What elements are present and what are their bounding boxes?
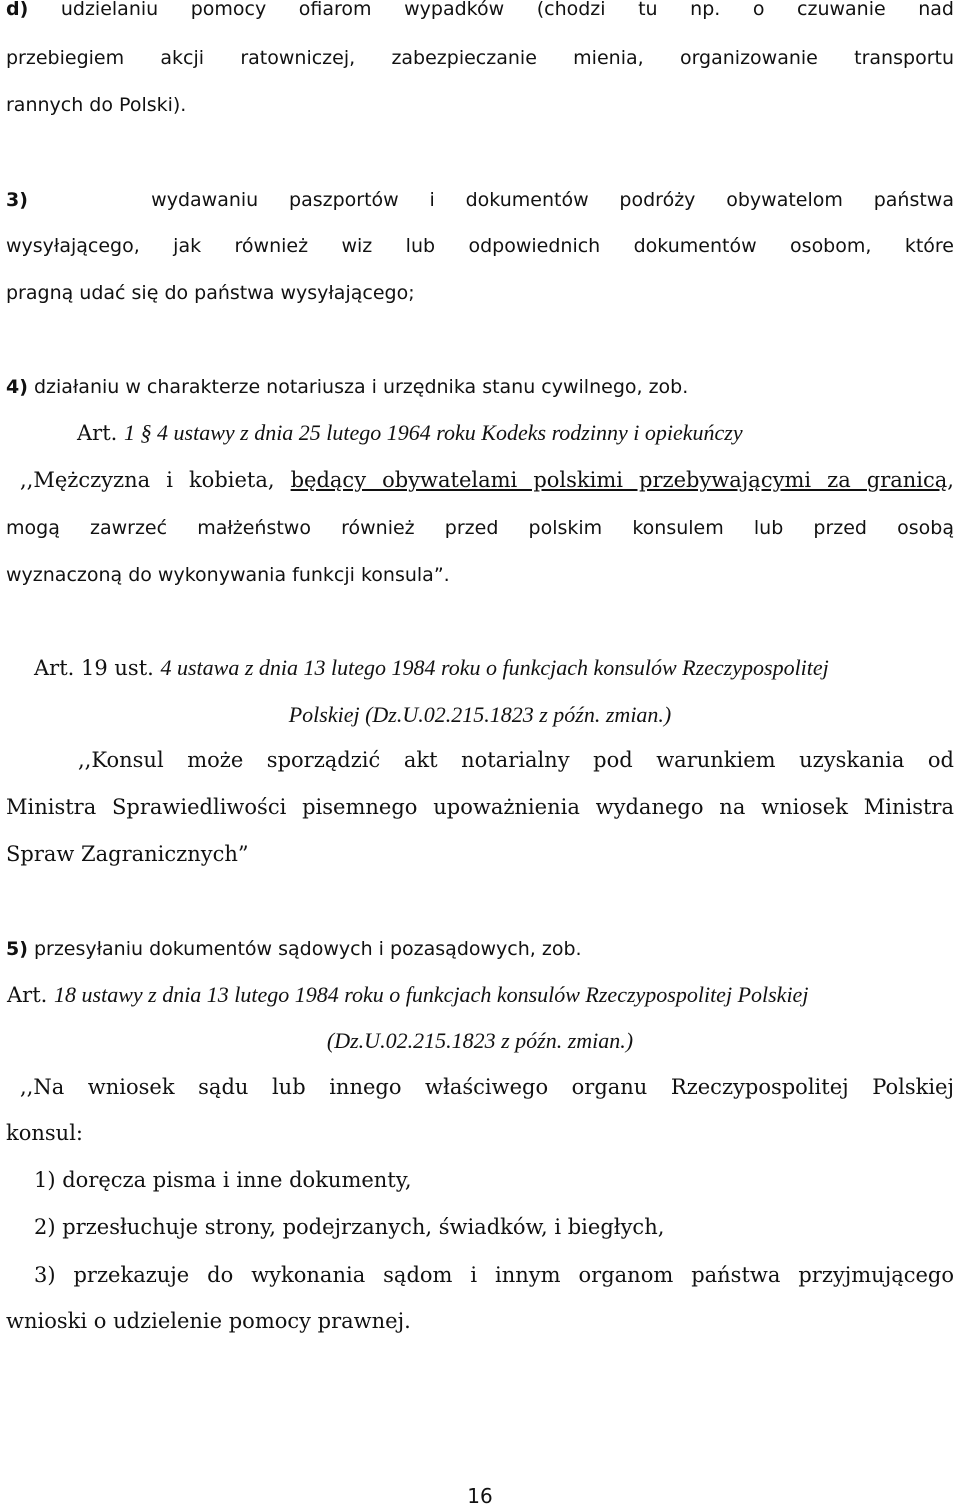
quote-3-list-item-2: 2) przesłuchuje strony, podejrzanych, świadków, i biegłych, <box>34 1215 665 1239</box>
citation-3-line-2: (Dz.U.02.215.1823 z późn. zmian.) <box>326 1028 634 1053</box>
citation-3-text-1: 18 ustawy z dnia 13 lutego 1984 roku o funkcjach konsulów Rzeczypospolitej Polskiej <box>54 982 809 1007</box>
quote-1-line-2: mogą zawrzeć małżeństwo również przed polskim konsulem lub przed osobą <box>6 517 954 539</box>
quote-1-close: , <box>947 468 954 492</box>
item-3-text-1: wydawaniu paszportów i dokumentów podróży obywatelom państwa <box>151 189 954 211</box>
paragraph-d-line-2: przebiegiem akcji ratowniczej, zabezpieczanie mienia, organizowanie transportu <box>6 47 954 69</box>
citation-3-line-1 <box>7 980 808 1010</box>
citation-3-prefix: Art. <box>7 983 48 1007</box>
quote-1-underlined: będący obywatelami polskimi przebywającymi za granicą <box>290 468 948 492</box>
citation-2-prefix: Art. 19 ust. <box>34 656 154 680</box>
item-4-line <box>6 372 688 402</box>
citation-2-line-1 <box>34 653 829 683</box>
quote-3-line-2: konsul: <box>6 1121 83 1145</box>
paragraph-d-label: d) <box>6 0 29 20</box>
quote-3-line-last: wnioski o udzielenie pomocy prawnej. <box>6 1309 411 1333</box>
item-5-number: 5) <box>6 938 28 960</box>
quote-1-line-1 <box>20 465 954 495</box>
citation-1-text: 1 § 4 ustawy z dnia 25 lutego 1964 roku Kodeks rodzinny i opiekuńczy <box>124 420 743 445</box>
paragraph-d-line-3: rannych do Polski). <box>6 94 187 116</box>
quote-3-line-1: ,,Na wniosek sądu lub innego właściwego organu Rzeczypospolitej Polskiej <box>20 1075 954 1099</box>
paragraph-d-text-1: udzielaniu pomocy ofiarom wypadków (chodzi tu np. o czuwanie nad <box>60 0 954 20</box>
quote-1-open: ,,Mężczyzna i kobieta, <box>20 468 275 492</box>
citation-1 <box>77 418 743 448</box>
paragraph-d-line-1 <box>6 0 954 24</box>
item-3-line-1 <box>6 185 954 215</box>
quote-1-line-3: wyznaczoną do wykonywania funkcji konsula”. <box>6 564 450 586</box>
item-4-number: 4) <box>6 376 28 398</box>
citation-2-line-2: Polskiej (Dz.U.02.215.1823 z późn. zmian.) <box>288 702 672 727</box>
item-3-line-2: wysyłającego, jak również wiz lub odpowiednich dokumentów osobom, które <box>6 235 954 257</box>
quote-2-line-3: Spraw Zagranicznych” <box>6 842 249 866</box>
quote-3-list-item-1: 1) doręcza pisma i inne dokumenty, <box>34 1168 412 1192</box>
citation-1-prefix: Art. <box>77 421 118 445</box>
item-3-number: 3) <box>6 189 28 211</box>
item-4-text: działaniu w charakterze notariusza i urzędnika stanu cywilnego, zob. <box>33 376 689 398</box>
item-3-line-3: pragną udać się do państwa wysyłającego; <box>6 282 415 304</box>
item-5-line <box>6 934 582 964</box>
page-number: 16 <box>467 1484 493 1508</box>
citation-2-text-1: 4 ustawa z dnia 13 lutego 1984 roku o funkcjach konsulów Rzeczypospolitej <box>160 655 829 680</box>
quote-2-line-2: Ministra Sprawiedliwości pisemnego upoważnienia wydanego na wniosek Ministra <box>6 795 954 819</box>
quote-2-line-1: ,,Konsul może sporządzić akt notarialny pod warunkiem uzyskania od <box>78 748 954 772</box>
quote-3-list-item-3: 3) przekazuje do wykonania sądom i innym organom państwa przyjmującego <box>34 1263 954 1287</box>
item-5-text: przesyłaniu dokumentów sądowych i pozasądowych, zob. <box>33 938 582 960</box>
